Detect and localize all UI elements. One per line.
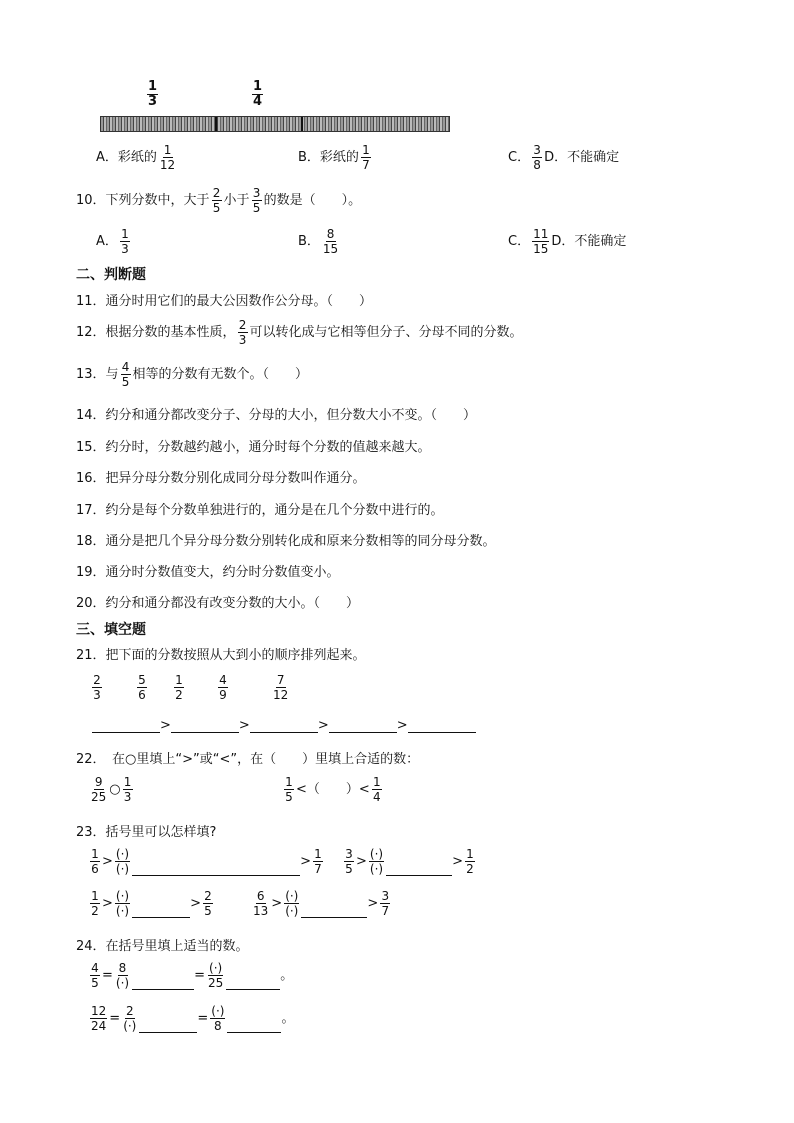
q23: 23．括号里可以怎样填? — [76, 825, 217, 840]
q22: 22． 在○里填上“>”或“<”，在（ ）里填上合适的数： — [76, 752, 420, 767]
q22-compare-left[interactable]: $\frac{9}{25}$ ○ $\frac{1}{3}$ — [91, 775, 132, 804]
q10-option-a[interactable]: A． $\frac{1}{3}$ — [96, 227, 129, 256]
q10-question: 10．下列分数中，大于 $\frac{2}{5}$ 小于 $\frac{3}{5}$ 的数是（ ）。 — [76, 186, 362, 215]
q12: 12．根据分数的基本性质， $\frac{2}{3}$ 可以转化成与它相等但分子、分母不同的分数。 — [76, 318, 523, 347]
q23-row2-a[interactable]: $\frac{1}{2}$ > $\frac{(\cdot)}{(\cdot)}$ > $\frac{2}{5}$ — [91, 889, 212, 918]
q21-fraction: $\frac{7}{12}$ — [273, 673, 289, 702]
q23-row2-b[interactable]: $\frac{6}{13}$ > $\frac{(\cdot)}{(\cdot)}$ > $\frac{3}{7}$ — [253, 889, 390, 918]
q24: 24．在括号里填上适当的数。 — [76, 939, 249, 954]
q21: 21．把下面的分数按照从大到小的顺序排列起来。 — [76, 648, 366, 663]
section-fill-title: 三、填空题 — [76, 622, 146, 638]
q10-option-b[interactable]: B． $\frac{8}{15}$ — [298, 227, 339, 256]
q21-answer-blanks[interactable]: > > > > — [92, 718, 476, 733]
paper-strip-figure — [100, 116, 450, 132]
q9-option-a[interactable]: A．彩纸的 $\frac{1}{12}$ — [96, 143, 176, 172]
q20: 20．约分和通分都没有改变分数的大小。（ ） — [76, 596, 360, 611]
q9-option-c-d[interactable]: C． $\frac{3}{8}$ D．不能确定 — [508, 143, 620, 172]
q23-row1-b[interactable]: $\frac{3}{5}$ > $\frac{(\cdot)}{(\cdot)}$ > $\frac{1}{2}$ — [345, 847, 474, 876]
q24-row2[interactable]: $\frac{12}{24}$ = $\frac{2}{(\cdot)}$ = $\frac{(\cdot)}{8}$ 。 — [91, 1004, 295, 1033]
strip-label-one-third: $\frac{1}{3}$ — [148, 79, 158, 109]
q21-fraction: $\frac{4}{9}$ — [219, 673, 227, 702]
strip-label-one-quarter: $\frac{1}{4}$ — [253, 79, 263, 109]
q9-option-b[interactable]: B．彩纸的 $\frac{1}{7}$ — [298, 143, 370, 172]
q19: 19．通分时分数值变大，约分时分数值变小。 — [76, 565, 340, 580]
q21-fraction: $\frac{1}{2}$ — [175, 673, 183, 702]
section-judgment-title: 二、判断题 — [76, 267, 146, 283]
q21-fraction: $\frac{5}{6}$ — [138, 673, 146, 702]
q13: 13．与 $\frac{4}{5}$ 相等的分数有无数个。（ ） — [76, 360, 309, 389]
q14: 14．约分和通分都改变分子、分母的大小，但分数大小不变。（ ） — [76, 408, 477, 423]
q17: 17．约分是每个分数单独进行的，通分是在几个分数中进行的。 — [76, 503, 444, 518]
compare-circle[interactable]: ○ — [109, 782, 121, 797]
q23-row1-a[interactable]: $\frac{1}{6}$ > $\frac{(\cdot)}{(\cdot)}$ > $\frac{1}{7}$ — [91, 847, 322, 876]
q15: 15．约分时，分数越约越小，通分时每个分数的值越来越大。 — [76, 440, 431, 455]
q21-fraction: $\frac{2}{3}$ — [93, 673, 101, 702]
q11: 11．通分时用它们的最大公因数作公分母。（ ） — [76, 294, 373, 309]
q18: 18．通分是把几个异分母分数分别转化成和原来分数相等的同分母分数。 — [76, 534, 496, 549]
q16: 16．把异分母分数分别化成同分母分数叫作通分。 — [76, 471, 366, 486]
q10-option-c-d[interactable]: C． $\frac{11}{15}$ D．不能确定 — [508, 227, 627, 256]
q24-row1[interactable]: $\frac{4}{5}$ = $\frac{8}{(\cdot)}$ = $\frac{(\cdot)}{25}$ 。 — [91, 961, 294, 990]
q22-compare-right[interactable]: $\frac{1}{5}$ <（ ）< $\frac{1}{4}$ — [285, 775, 381, 804]
